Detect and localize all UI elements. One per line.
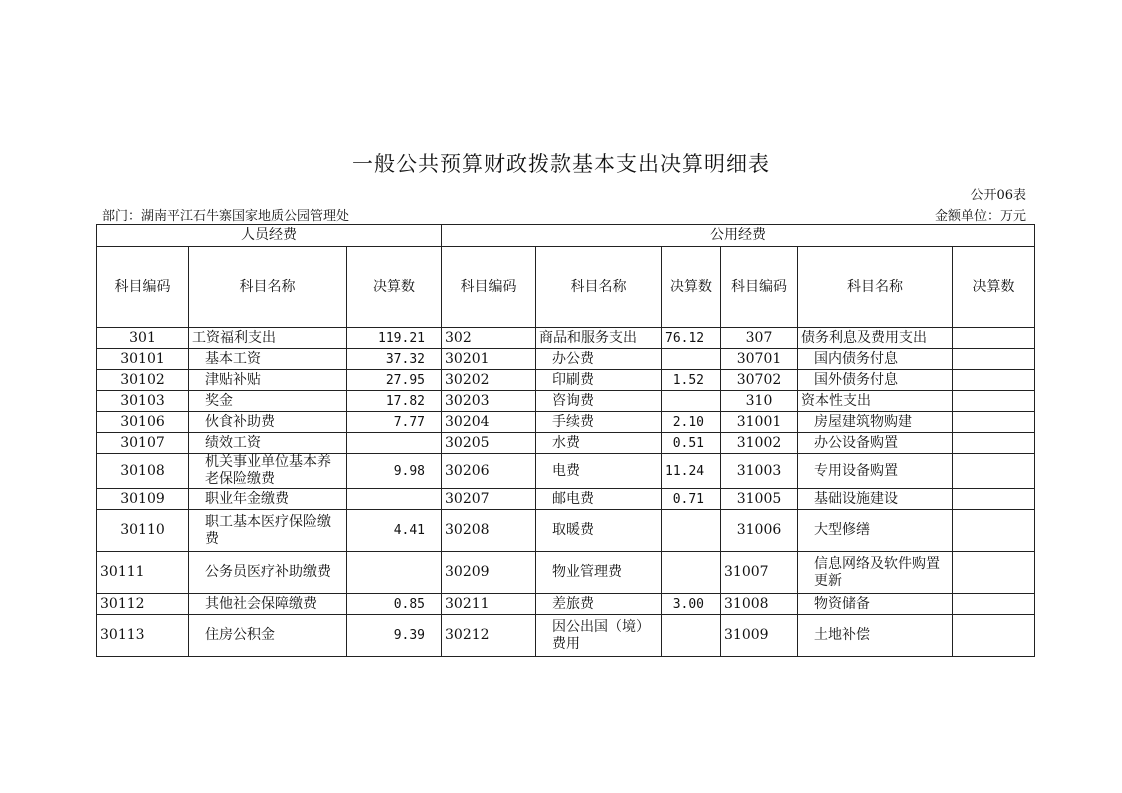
personnel-code-cell: 30108 [97,454,189,489]
personnel-code-cell: 30112 [97,594,189,615]
public-code-cell-2: 31003 [721,454,798,489]
group-header-public: 公用经费 [442,225,1035,247]
public-name-cell: 手续费 [536,412,662,433]
personnel-amount-cell [347,433,442,454]
expenditure-detail-table [96,224,1035,657]
public-code-cell-2: 31007 [721,552,798,594]
public-amount-cell: 0.71 [662,489,721,510]
table-row [97,433,1035,454]
public-amount-cell-2 [953,510,1035,552]
public-name-cell-2: 物资储备 [798,594,953,615]
personnel-name-cell: 工资福利支出 [189,328,347,349]
department-label: 部门：湖南平江石牛寨国家地质公园管理处 [102,209,350,224]
personnel-amount-cell: 9.39 [347,615,442,657]
public-name-cell: 邮电费 [536,489,662,510]
personnel-amount-cell: 0.85 [347,594,442,615]
personnel-name-cell: 住房公积金 [189,615,347,657]
public-name-cell-2: 资本性支出 [798,391,953,412]
public-amount-cell: 1.52 [662,370,721,391]
public-code-cell: 30204 [442,412,536,433]
personnel-code-cell: 30111 [97,552,189,594]
public-code-cell: 30201 [442,349,536,370]
personnel-amount-cell: 27.95 [347,370,442,391]
personnel-amount-cell [347,552,442,594]
public-name-cell: 取暖费 [536,510,662,552]
public-amount-cell-2 [953,433,1035,454]
table-row [97,391,1035,412]
personnel-code-cell: 30109 [97,489,189,510]
public-amount-cell-2 [953,328,1035,349]
public-amount-cell-2 [953,552,1035,594]
public-code-cell-2: 31005 [721,489,798,510]
public-code-cell-2: 31006 [721,510,798,552]
public-amount-cell [662,349,721,370]
public-code-cell: 30205 [442,433,536,454]
personnel-amount-cell: 9.98 [347,454,442,489]
public-name-cell: 咨询费 [536,391,662,412]
public-amount-cell [662,391,721,412]
personnel-code-cell: 30102 [97,370,189,391]
public-code-cell: 30203 [442,391,536,412]
personnel-code-cell: 30103 [97,391,189,412]
public-name-cell: 办公费 [536,349,662,370]
public-amount-cell [662,510,721,552]
table-row [97,328,1035,349]
public-code-cell-2: 31002 [721,433,798,454]
public-amount-cell-2 [953,391,1035,412]
public-name-cell-2: 大型修缮 [798,510,953,552]
personnel-name-cell: 奖金 [189,391,347,412]
public-code-cell: 30212 [442,615,536,657]
personnel-name-cell: 绩效工资 [189,433,347,454]
public-name-cell: 电费 [536,454,662,489]
public-amount-cell: 76.12 [662,328,721,349]
public-name-cell-2: 国外债务付息 [798,370,953,391]
personnel-name-cell: 基本工资 [189,349,347,370]
personnel-name-cell: 职工基本医疗保险缴费 [189,510,347,552]
column-header-name: 科目名称 [536,247,662,328]
public-code-cell: 30202 [442,370,536,391]
column-header-name: 科目名称 [189,247,347,328]
column-header-amount: 决算数 [347,247,442,328]
public-code-cell: 30206 [442,454,536,489]
personnel-name-cell: 机关事业单位基本养老保险缴费 [189,454,347,489]
public-name-cell: 物业管理费 [536,552,662,594]
group-header-personnel: 人员经费 [97,225,442,247]
personnel-code-cell: 30106 [97,412,189,433]
personnel-name-cell: 伙食补助费 [189,412,347,433]
public-code-cell-2: 310 [721,391,798,412]
public-code-cell-2: 307 [721,328,798,349]
personnel-amount-cell: 37.32 [347,349,442,370]
public-amount-cell-2 [953,370,1035,391]
public-name-cell-2: 债务利息及费用支出 [798,328,953,349]
public-amount-cell [662,552,721,594]
public-code-cell: 30207 [442,489,536,510]
personnel-code-cell: 30107 [97,433,189,454]
public-name-cell-2: 房屋建筑物购建 [798,412,953,433]
table-row [97,615,1035,657]
public-code-cell-2: 31001 [721,412,798,433]
column-header-code: 科目编码 [97,247,189,328]
public-name-cell-2: 国内债务付息 [798,349,953,370]
table-row [97,349,1035,370]
public-name-cell-2: 土地补偿 [798,615,953,657]
public-name-cell: 差旅费 [536,594,662,615]
table-row [97,370,1035,391]
personnel-code-cell: 301 [97,328,189,349]
public-amount-cell: 3.00 [662,594,721,615]
table-row [97,454,1035,489]
table-row [97,489,1035,510]
personnel-code-cell: 30110 [97,510,189,552]
personnel-amount-cell: 119.21 [347,328,442,349]
personnel-name-cell: 职业年金缴费 [189,489,347,510]
public-amount-cell-2 [953,454,1035,489]
public-amount-cell: 0.51 [662,433,721,454]
public-code-cell: 302 [442,328,536,349]
column-header-name: 科目名称 [798,247,953,328]
public-amount-cell: 2.10 [662,412,721,433]
public-amount-cell-2 [953,594,1035,615]
public-amount-cell [662,615,721,657]
page-title: 一般公共预算财政拨款基本支出决算明细表 [352,152,770,176]
public-amount-cell-2 [953,412,1035,433]
column-header-amount: 决算数 [953,247,1035,328]
personnel-name-cell: 津贴补贴 [189,370,347,391]
personnel-code-cell: 30113 [97,615,189,657]
column-header-amount: 决算数 [662,247,721,328]
column-header-code: 科目编码 [721,247,798,328]
public-name-cell-2: 办公设备购置 [798,433,953,454]
table-row [97,510,1035,552]
public-name-cell: 水费 [536,433,662,454]
public-name-cell-2: 信息网络及软件购置更新 [798,552,953,594]
personnel-name-cell: 公务员医疗补助缴费 [189,552,347,594]
public-amount-cell-2 [953,489,1035,510]
public-code-cell-2: 31008 [721,594,798,615]
public-code-cell: 30208 [442,510,536,552]
public-code-cell-2: 31009 [721,615,798,657]
personnel-amount-cell: 7.77 [347,412,442,433]
public-amount-cell: 11.24 [662,454,721,489]
public-name-cell: 商品和服务支出 [536,328,662,349]
table-row [97,552,1035,594]
public-name-cell: 印刷费 [536,370,662,391]
amount-unit-label: 金额单位：万元 [934,209,1026,224]
table-row [97,594,1035,615]
personnel-name-cell: 其他社会保障缴费 [189,594,347,615]
public-amount-cell-2 [953,349,1035,370]
personnel-code-cell: 30101 [97,349,189,370]
personnel-amount-cell: 17.82 [347,391,442,412]
personnel-amount-cell: 4.41 [347,510,442,552]
public-name-cell-2: 专用设备购置 [798,454,953,489]
table-row [97,412,1035,433]
public-amount-cell-2 [953,615,1035,657]
column-header-code: 科目编码 [442,247,536,328]
personnel-amount-cell [347,489,442,510]
public-name-cell: 因公出国（境）费用 [536,615,662,657]
public-code-cell-2: 30701 [721,349,798,370]
public-code-cell-2: 30702 [721,370,798,391]
form-number: 公开06表 [970,188,1026,203]
public-name-cell-2: 基础设施建设 [798,489,953,510]
public-code-cell: 30209 [442,552,536,594]
public-code-cell: 30211 [442,594,536,615]
